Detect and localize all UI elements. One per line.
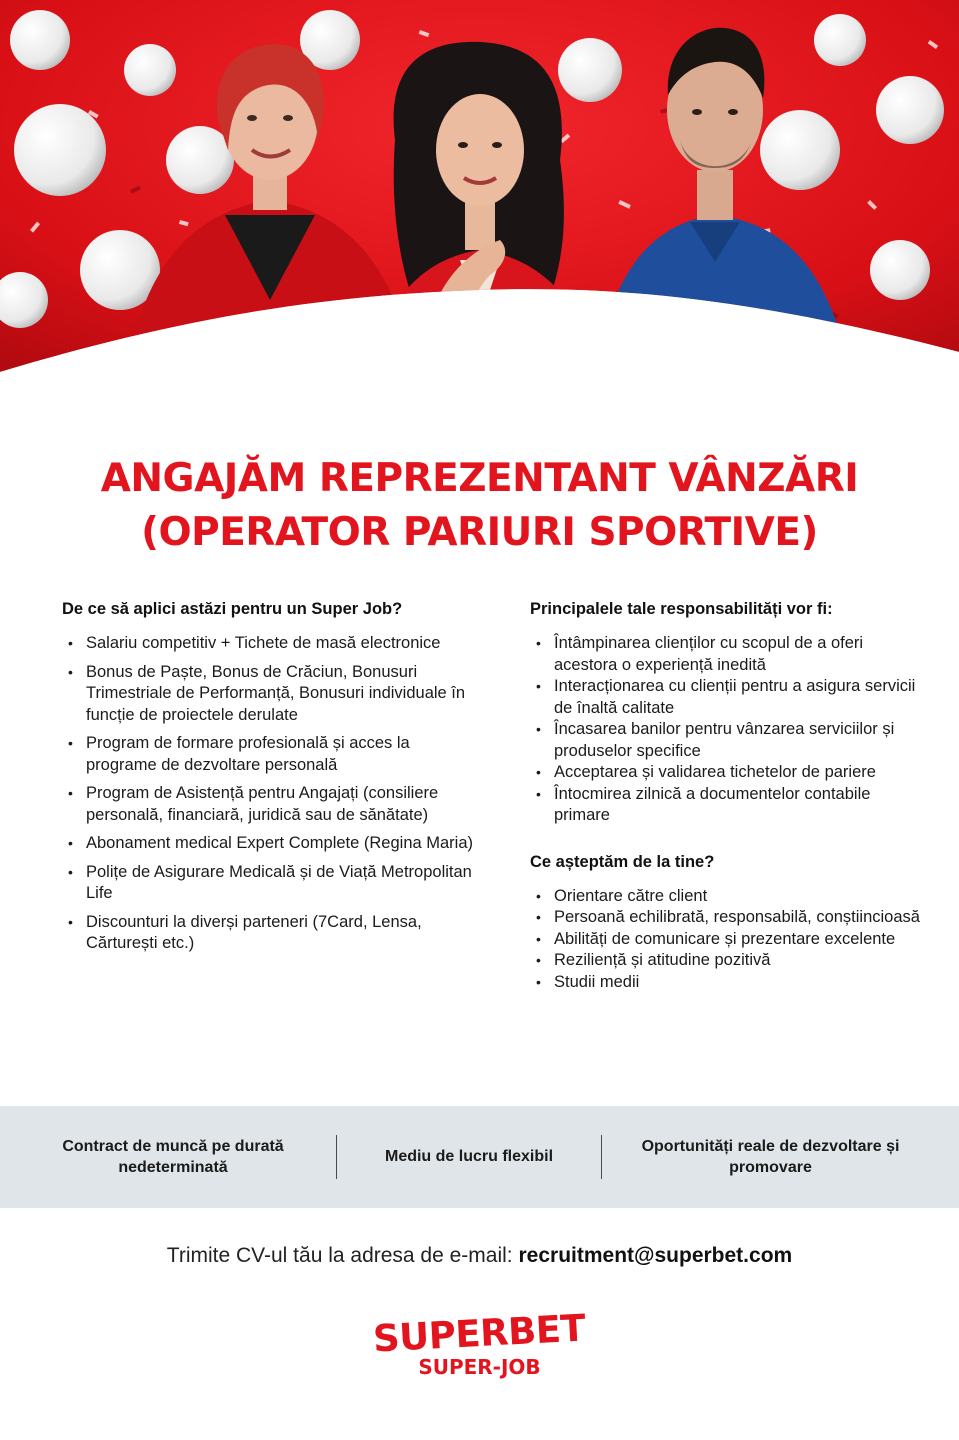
list-item: • Bonus de Paște, Bonus de Crăciun, Bonusuri Trimestriale de Performanță, Bonusuri individuale în funcție de proiectele derulate (62, 662, 482, 727)
benefits-column (62, 600, 482, 962)
hero-illustration (0, 0, 959, 420)
contact-line (0, 1244, 959, 1268)
list-item: • Reziliență și atitudine pozitivă (530, 950, 920, 972)
requirements-heading: Ce așteptăm de la tine? (530, 852, 715, 871)
list-item: • Acceptarea și validarea tichetelor de pariere (530, 762, 920, 784)
list-item: • Abonament medical Expert Complete (Regina Maria) (62, 833, 482, 855)
feature-growth: Oportunități reale de dezvoltare și promovare (641, 1137, 900, 1176)
feature-band (0, 1106, 959, 1208)
responsibilities-column (530, 600, 920, 993)
contact-email-link[interactable]: recruitment@superbet.com (518, 1244, 793, 1267)
superbet-logo (0, 1306, 959, 1379)
feature-flexible: Mediu de lucru flexibil (384, 1148, 554, 1166)
responsibilities-heading: Principalele tale responsabilități vor fi: (530, 600, 833, 618)
responsibilities-list (530, 633, 920, 827)
title-line-1: ANGAJĂM REPREZENTANT VÂNZĂRI (100, 456, 859, 501)
contact-text: Trimite CV-ul tău la adresa de e-mail: (166, 1244, 513, 1267)
list-item: • Program de Asistență pentru Angajați (consiliere personală, financiară, juridică sau de sănătate) (62, 783, 482, 826)
feature-contract: Contract de muncă pe durată nedeterminată (62, 1137, 284, 1176)
list-item: • Întâmpinarea clienților cu scopul de a oferi acestora o experiență inedită (530, 633, 920, 676)
list-item: • Discounturi la diverși parteneri (7Card, Lensa, Cărturești etc.) (62, 912, 482, 955)
logo-subtitle: SUPER-JOB (418, 1355, 541, 1379)
list-item: • Încasarea banilor pentru vânzarea serviciilor și produselor specifice (530, 719, 920, 762)
list-item: • Întocmirea zilnică a documentelor contabile primare (530, 784, 920, 827)
list-item: • Abilități de comunicare și prezentare excelente (530, 929, 920, 951)
benefits-list (62, 633, 482, 955)
job-title (0, 452, 959, 560)
benefits-heading: De ce să aplici astăzi pentru un Super Job? (62, 600, 403, 618)
title-line-2: (OPERATOR PARIURI SPORTIVE) (141, 510, 818, 555)
logo-wordmark: SUPERBET (372, 1306, 587, 1361)
requirements-list (530, 886, 920, 994)
list-item: • Persoană echilibrată, responsabilă, conștiincioasă (530, 907, 920, 929)
list-item: • Studii medii (530, 972, 920, 994)
list-item: • Polițe de Asigurare Medicală și de Viață Metropolitan Life (62, 862, 482, 905)
list-item: • Program de formare profesională și acces la programe de dezvoltare personală (62, 733, 482, 776)
list-item: • Interacționarea cu clienții pentru a asigura servicii de înaltă calitate (530, 676, 920, 719)
list-item: • Orientare către client (530, 886, 920, 908)
list-item: • Salariu competitiv + Tichete de masă electronice (62, 633, 482, 655)
hero-image (0, 0, 959, 420)
